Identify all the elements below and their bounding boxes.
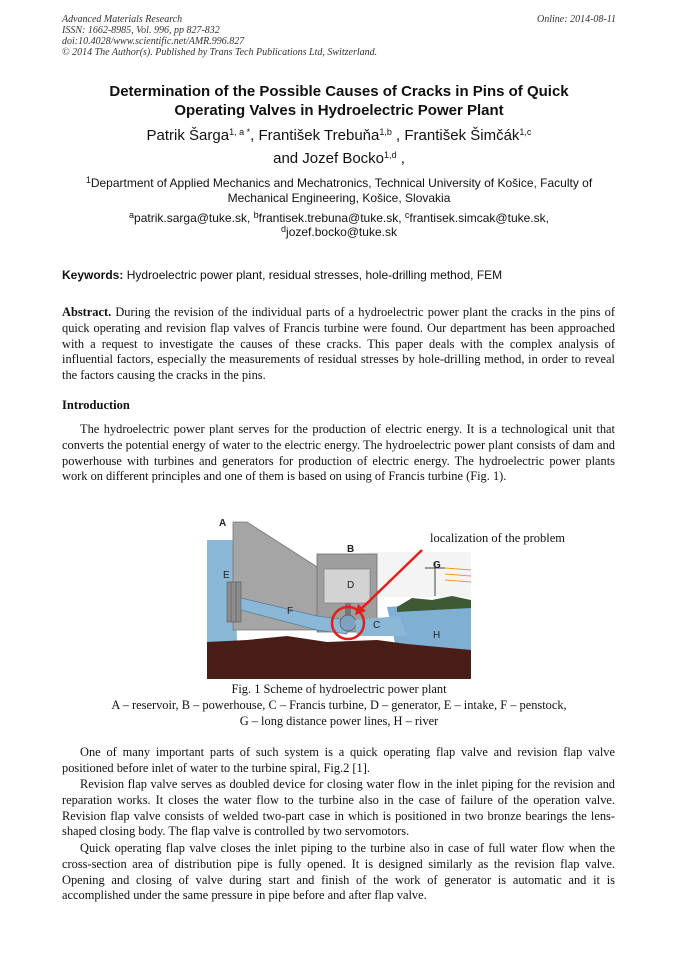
figure-annotation: localization of the problem: [430, 531, 566, 545]
email-sep: ,: [545, 211, 549, 225]
journal-name: Advanced Materials Research: [62, 14, 183, 25]
affiliation: [62, 176, 616, 206]
author-sep: ,: [250, 127, 259, 144]
email-sup: c: [404, 210, 410, 220]
author-sup: 1,c: [519, 127, 532, 137]
paper-title: [62, 82, 616, 120]
label-g: G: [433, 560, 441, 571]
email-sup: a: [129, 210, 135, 220]
author-name: and Jozef Bocko: [273, 150, 385, 167]
emails: [62, 211, 616, 239]
title-line-2: Operating Valves in Hydroelectric Power Plant: [174, 102, 504, 119]
label-h: H: [433, 630, 441, 641]
email-sup: b: [253, 210, 259, 220]
author-sep: ,: [396, 150, 405, 167]
author-sup: 1, a *: [229, 127, 251, 137]
copyright-line: © 2014 The Author(s). Published by Trans Tech Publications Ltd, Switzerland.: [62, 47, 378, 58]
introduction-heading: Introduction: [62, 398, 130, 412]
francis-turbine: [340, 615, 356, 631]
keywords-label: Keywords:: [62, 268, 124, 282]
affiliation-text: Department of Applied Mechanics and Mechatronics, Technical University of Košice, Faculty of Mechanical Engineering, Košice, Slovakia: [90, 176, 593, 205]
intro-paragraph: The hydroelectric power plant serves for the production of electric energy. It is a technological unit that converts the potential energy of water to the electric energy. The hydroelectric power plant consists of dam and powerhouse with turbines and generators for production of electric energy. The hydroelectric power plants work on different principles and one of them is based on using of Francis turbine (Fig. 1).: [62, 422, 615, 484]
abstract-text: During the revision of the individual parts of a hydroelectric power plant the cracks in the pins of quick operating and revision flap valves of Francis turbine were found. Our department has been approached with a request to investigate the causes of these cracks. This paper deals with the complex analysis of influential factors, especially the measurements of residual stresses by hole-drilling method, in order to reveal the factors causing the cracks in the pins.: [62, 305, 615, 383]
affiliation-sup: 1: [85, 175, 91, 185]
author-sup: 1,d: [384, 150, 397, 160]
email-sup: d: [281, 224, 287, 234]
issn-line: ISSN: 1662-8985, Vol. 996, pp 827-832: [62, 25, 220, 36]
title-line-1: Determination of the Possible Causes of Cracks in Pins of Quick: [109, 83, 569, 100]
figure-caption: [62, 681, 616, 729]
authors: [62, 124, 616, 170]
author-sep: ,: [391, 127, 405, 144]
journal-header: [62, 14, 616, 58]
body-paragraph: Quick operating flap valve closes the inlet piping to the turbine also in case of full water flow when the cross-section area of distribution pipe is fully opened. It is designed similarly as the revision flap valve. Opening and closing of valve during start and finish of the work of generator is automatic and it is accomplished under the same pressure in pipe before and after flap valve.: [62, 841, 615, 903]
caption-title: Fig. 1 Scheme of hydroelectric power plant: [231, 682, 447, 696]
caption-line-1: A – reservoir, B – powerhouse, C – Francis turbine, D – generator, E – intake, F – penstock,: [111, 698, 567, 712]
abstract: [62, 305, 615, 384]
keywords-text: Hydroelectric power plant, residual stresses, hole-drilling method, FEM: [123, 268, 503, 282]
label-a: A: [219, 518, 227, 529]
email-link[interactable]: patrik.sarga@tuke.sk: [134, 211, 247, 225]
label-d: D: [347, 580, 355, 591]
label-b: B: [347, 544, 355, 555]
caption-line-2: G – long distance power lines, H – river: [239, 714, 439, 728]
body-paragraph: Revision flap valve serves as doubled device for closing water flow in the inlet piping for the revision and reparation works. It closes the water flow to the turbine also in the case of failure of the operation valve. Revision flap valve consists of welded two-part case in which is positioned in two bronze bearings the lens-shaped closing body. The flap valve is controlled by two servomotors.: [62, 777, 615, 839]
keywords: [62, 268, 616, 283]
online-date: Online: 2014-08-11: [537, 14, 616, 25]
abstract-label: Abstract.: [62, 305, 112, 319]
email-link[interactable]: frantisek.simcak@tuke.sk: [409, 211, 546, 225]
author-name: Patrik Šarga: [146, 127, 230, 144]
doi-line: doi:10.4028/www.scientific.net/AMR.996.827: [62, 36, 245, 47]
email-link[interactable]: frantisek.trebuna@tuke.sk: [258, 211, 399, 225]
email-sep: ,: [246, 211, 254, 225]
author-name: František Trebuňa: [258, 127, 380, 144]
intake-grille: [227, 582, 241, 622]
body-paragraph: One of many important parts of such system is a quick operating flap valve and revision flap valve positioned before inlet of water to the turbine spiral, Fig.2 [1].: [62, 745, 615, 775]
email-sep: ,: [398, 211, 405, 225]
author-sup: 1,b: [379, 127, 392, 137]
email-link[interactable]: jozef.bocko@tuke.sk: [286, 225, 397, 239]
label-f: F: [287, 606, 294, 617]
label-c: C: [373, 620, 381, 631]
label-e: E: [223, 570, 230, 581]
author-name: František Šimčák: [404, 127, 520, 144]
